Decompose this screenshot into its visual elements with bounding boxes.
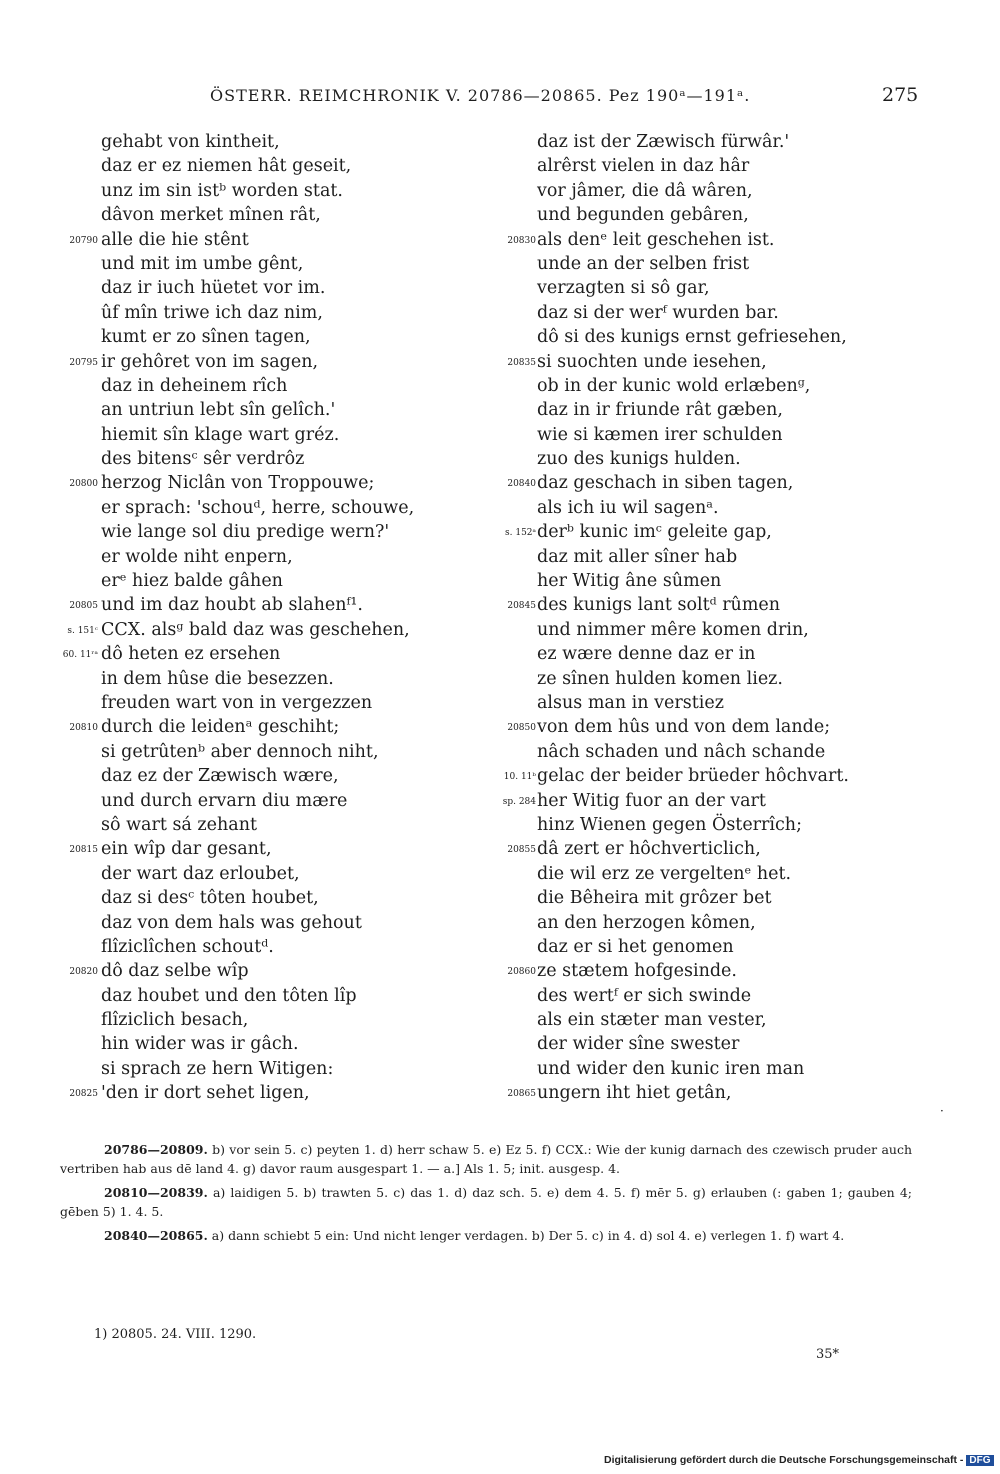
verse-line <box>0 642 400 666</box>
verse-number: 60. 11ʳᵃ <box>62 650 98 661</box>
verse-text: ungern iht hiet getân, <box>537 1083 732 1104</box>
verse-line <box>0 569 400 593</box>
verse-number: 20845 <box>507 601 536 612</box>
verse-line <box>0 789 400 813</box>
verse-line <box>0 228 400 252</box>
verse-number: 20815 <box>69 845 98 856</box>
verse-number: sp. 284 <box>502 796 536 807</box>
verse-text: und durch ervarn diu mære <box>101 790 348 811</box>
note-paragraph <box>60 1140 912 1178</box>
verse-text: der wider sîne swester <box>537 1034 740 1055</box>
verse-number: s. 152ᵃ <box>505 528 536 539</box>
verse-line <box>0 935 400 959</box>
verse-line <box>0 276 400 300</box>
verse-text: alle die hie stênt <box>101 229 249 250</box>
verse-text: si suochten unde iesehen, <box>537 351 767 372</box>
verse-line <box>0 1081 400 1105</box>
verse-line <box>440 1057 860 1081</box>
verse-text: derᵇ kunic imᶜ geleite gap, <box>537 522 772 543</box>
verse-text: hinz Wienen gegen Österrîch; <box>537 814 802 835</box>
verse-line <box>0 252 400 276</box>
verse-line <box>0 545 400 569</box>
verse-text: daz ist der Zæwisch fürwâr.' <box>537 132 790 152</box>
verse-text: daz er ez niemen hât geseit, <box>101 156 352 177</box>
verse-text: gehabt von kintheit, <box>101 132 280 152</box>
verse-line <box>0 911 400 935</box>
verse-line <box>440 789 860 813</box>
verse-text: her Witig âne sûmen <box>537 571 722 592</box>
verse-line <box>0 667 400 691</box>
verse-text: als ich iu wil sagenᵃ. <box>537 497 719 518</box>
verse-line <box>0 959 400 983</box>
verse-text: wie si kæmen irer schulden <box>537 424 783 445</box>
verse-text: kumt er zo sînen tagen, <box>101 327 311 348</box>
verse-text: ze sînen hulden komen liez. <box>537 668 783 689</box>
verse-text: zuo des kunigs hulden. <box>537 449 741 470</box>
running-header <box>0 86 1000 112</box>
verse-text: und nimmer mêre komen drin, <box>537 619 809 640</box>
note-range: 20786—20809. <box>104 1142 208 1157</box>
verse-line <box>0 301 400 325</box>
verse-line <box>0 886 400 910</box>
verse-line <box>440 618 860 642</box>
verse-line <box>0 374 400 398</box>
verse-text: wie lange sol diu predige wern?' <box>101 522 390 543</box>
verse-line <box>440 130 860 154</box>
verse-line <box>440 691 860 715</box>
verse-text: ob in der kunic wold erlæbenᵍ, <box>537 375 811 396</box>
verse-number: 20790 <box>69 235 98 246</box>
verse-number: 20840 <box>507 479 536 490</box>
verse-line <box>440 1081 860 1105</box>
verse-line <box>0 520 400 544</box>
note-paragraph <box>60 1183 912 1221</box>
verse-line <box>440 959 860 983</box>
verse-line <box>0 179 400 203</box>
verse-line <box>440 1032 860 1056</box>
verse-text: dâvon merket mînen rât, <box>101 205 321 226</box>
verse-line <box>440 593 860 617</box>
verse-line <box>0 471 400 495</box>
verse-text: ez wære denne daz er in <box>537 644 756 665</box>
verse-number: 20835 <box>507 357 536 368</box>
verse-line <box>0 325 400 349</box>
verse-text: und mit im umbe gênt, <box>101 253 304 274</box>
verse-number: 20825 <box>69 1089 98 1100</box>
left-verse-column <box>0 130 415 1106</box>
verse-text: flîziclîchen schoutᵈ. <box>101 936 274 957</box>
verse-line <box>440 520 860 544</box>
verse-text: die wil erz ze vergeltenᵉ het. <box>537 863 792 884</box>
margin-mark: · <box>940 1104 944 1118</box>
verse-line <box>0 813 400 837</box>
verse-line <box>440 569 860 593</box>
verse-line <box>0 1032 400 1056</box>
verse-line <box>440 252 860 276</box>
verse-line <box>440 813 860 837</box>
verse-text: in dem hûse die besezzen. <box>101 668 334 689</box>
verse-text: er sprach: 'schouᵈ, herre, schouwe, <box>101 497 415 518</box>
verse-text: durch die leidenᵃ geschiht; <box>101 717 340 738</box>
header-title: ÖSTERR. REIMCHRONIK V. 20786—20865. Pez 190ᵃ—191ᵃ. <box>210 86 751 105</box>
verse-line <box>440 447 860 471</box>
verse-text: daz ez der Zæwisch wære, <box>101 766 339 787</box>
verse-text: unz im sin istᵇ worden stat. <box>101 180 343 201</box>
verse-text: daz in ir friunde rât gæben, <box>537 400 783 421</box>
verse-text: dô si des kunigs ernst gefriesehen, <box>537 327 847 348</box>
verse-text: des bitensᶜ sêr verdrôz <box>101 449 305 470</box>
verse-number: 20860 <box>507 967 536 978</box>
verse-text: und wider den kunic iren man <box>537 1058 805 1079</box>
verse-text: alsus man in verstiez <box>537 692 724 713</box>
verse-text: 'den ir dort sehet ligen, <box>101 1083 310 1104</box>
verse-text: hin wider was ir gâch. <box>101 1034 299 1055</box>
verse-line <box>0 496 415 520</box>
verse-text: si getrûtenᵇ aber dennoch niht, <box>101 741 379 762</box>
verse-line <box>440 886 860 910</box>
verse-number: 20805 <box>69 601 98 612</box>
verse-line <box>0 618 410 642</box>
verse-line <box>0 447 400 471</box>
verse-number: 20800 <box>69 479 98 490</box>
verse-line <box>440 496 860 520</box>
dfg-logo: DFG <box>966 1455 993 1466</box>
verse-text: ze stætem hofgesinde. <box>537 961 737 982</box>
verse-text: als ein stæter man vester, <box>537 1010 767 1031</box>
verse-number: 20850 <box>507 723 536 734</box>
verse-text: herzog Niclân von Troppouwe; <box>101 473 375 494</box>
verse-number: 20810 <box>69 723 98 734</box>
verse-text: daz ir iuch hüetet vor im. <box>101 278 326 299</box>
verse-line <box>440 276 860 300</box>
verse-line <box>0 423 400 447</box>
verse-line <box>440 325 860 349</box>
footnote: 1) 20805. 24. VIII. 1290. <box>94 1327 257 1342</box>
verse-line <box>440 1008 860 1032</box>
verse-line <box>0 984 400 1008</box>
verse-text: daz geschach in siben tagen, <box>537 473 794 494</box>
verse-line <box>0 350 400 374</box>
verse-text: des wertᶠ er sich swinde <box>537 985 752 1006</box>
verse-text: dô heten ez ersehen <box>101 644 281 665</box>
verse-text: freuden wart von in vergezzen <box>101 692 373 713</box>
note-range: 20840—20865. <box>104 1228 208 1243</box>
verse-line <box>0 593 400 617</box>
verse-text: daz mit aller sîner hab <box>537 546 738 567</box>
verse-number: s. 151ᶜ <box>67 625 98 636</box>
verse-number: 20830 <box>507 235 536 246</box>
verse-text: nâch schaden und nâch schande <box>537 741 826 762</box>
signature-mark: 35* <box>816 1347 840 1362</box>
verse-text: si sprach ze hern Witigen: <box>101 1058 334 1079</box>
verse-line <box>0 130 400 154</box>
verse-line <box>0 862 400 886</box>
verse-line <box>440 545 860 569</box>
note-text: a) laidigen 5. b) trawten 5. c) das 1. d) daz sch. 5. e) dem 4. 5. f) mēr 5. g) erlauben (: gaben 1; gauben 4; gēben 5) 1. 4. 5. <box>60 1185 912 1219</box>
verse-line <box>0 154 400 178</box>
verse-line <box>440 154 860 178</box>
verse-text: gelac der beider brüeder hôchvart. <box>537 766 849 787</box>
verse-line <box>440 667 860 691</box>
verse-text: an den herzogen kômen, <box>537 912 756 933</box>
note-text: a) dann schiebt 5 ein: Und nicht lenger verdagen. b) Der 5. c) in 4. d) sol 4. e) verlegen 1. f) wart 4. <box>207 1228 845 1243</box>
verse-text: und im daz houbt ab slahenᶠ¹. <box>101 595 363 616</box>
verse-line <box>0 691 400 715</box>
verse-line <box>440 984 860 1008</box>
verse-line <box>440 179 860 203</box>
verse-line <box>440 301 860 325</box>
verse-line <box>0 1008 400 1032</box>
verse-text: von dem hûs und von dem lande; <box>537 717 831 738</box>
verse-text: der wart daz erloubet, <box>101 863 300 884</box>
verse-line <box>440 203 860 227</box>
verse-line <box>0 740 400 764</box>
verse-line <box>440 374 860 398</box>
verse-line <box>0 764 400 788</box>
note-paragraph <box>60 1226 912 1245</box>
verse-line <box>440 471 860 495</box>
verse-line <box>0 398 400 422</box>
verse-line <box>440 740 860 764</box>
verse-text: und begunden gebâren, <box>537 205 749 226</box>
verse-text: daz houbet und den tôten lîp <box>101 985 357 1006</box>
verse-number: 10. 11ᵇ <box>503 772 536 783</box>
note-range: 20810—20839. <box>104 1185 208 1200</box>
verse-text: her Witig fuor an der vart <box>537 790 766 811</box>
verse-text: an untriun lebt sîn gelîch.' <box>101 400 336 421</box>
verse-line <box>440 398 860 422</box>
verse-text: dô daz selbe wîp <box>101 961 249 982</box>
verse-line <box>440 911 860 935</box>
verse-text: ein wîp dar gesant, <box>101 839 272 860</box>
verse-line <box>440 715 860 739</box>
verse-text: als denᵉ leit geschehen ist. <box>537 229 775 250</box>
verse-number: 20865 <box>507 1089 536 1100</box>
verse-text: des kunigs lant soltᵈ rûmen <box>537 595 781 616</box>
verse-text: flîziclich besach, <box>101 1010 249 1031</box>
verse-line <box>440 935 860 959</box>
verse-text: hiemit sîn klage wart gréz. <box>101 424 340 445</box>
verse-line <box>440 837 860 861</box>
page-number: 275 <box>882 84 919 106</box>
verse-number: 20855 <box>507 845 536 856</box>
verse-line <box>440 642 860 666</box>
verse-text: daz si der werᶠ wurden bar. <box>537 302 779 323</box>
verse-text: dâ zert er hôchverticlich, <box>537 839 761 860</box>
verse-text: alrêrst vielen in daz hâr <box>537 156 750 177</box>
verse-text: verzagten si sô gar, <box>537 278 710 299</box>
verse-text: erᵉ hiez balde gâhen <box>101 571 283 592</box>
verse-text: ir gehôret von im sagen, <box>101 351 319 372</box>
verse-text: daz er si het genomen <box>537 936 734 957</box>
verse-text: ûf mîn triwe ich daz nim, <box>101 302 323 323</box>
verse-number: 20795 <box>69 357 98 368</box>
verse-text: CCX. alsᵍ bald daz was geschehen, <box>101 619 410 640</box>
verse-line <box>440 423 860 447</box>
verse-text: daz si desᶜ tôten houbet, <box>101 888 319 909</box>
verse-line <box>440 228 860 252</box>
verse-text: daz in deheinem rîch <box>101 375 288 396</box>
right-verse-column <box>440 130 860 1106</box>
verse-line <box>0 715 400 739</box>
verse-text: die Bêheira mit grôzer bet <box>537 888 772 909</box>
apparatus-notes <box>60 1140 912 1250</box>
verse-text: vor jâmer, die dâ wâren, <box>537 180 753 201</box>
verse-text: daz von dem hals was gehout <box>101 912 362 933</box>
dfg-credit-text: Digitalisierung gefördert durch die Deutsche Forschungsgemeinschaft - <box>604 1454 964 1466</box>
verse-number: 20820 <box>69 967 98 978</box>
verse-text: sô wart sá zehant <box>101 814 258 835</box>
verse-line <box>440 862 860 886</box>
note-text: b) vor sein 5. c) peyten 1. d) herr schaw 5. e) Ez 5. f) CCX.: Wie der kunig darnach des czewisch pruder auch vertriben hab aus dē land 4. g) davor raum ausgespart 1. — a.] Als 1. 5; init. ausgesp. 4. <box>60 1142 912 1176</box>
verse-line <box>0 837 400 861</box>
verse-line <box>0 1057 400 1081</box>
verse-line <box>440 350 860 374</box>
verse-text: unde an der selben frist <box>537 253 750 274</box>
verse-line <box>440 764 860 788</box>
verse-text: er wolde niht enpern, <box>101 546 293 567</box>
verse-line <box>0 203 400 227</box>
dfg-credit <box>604 1454 994 1466</box>
